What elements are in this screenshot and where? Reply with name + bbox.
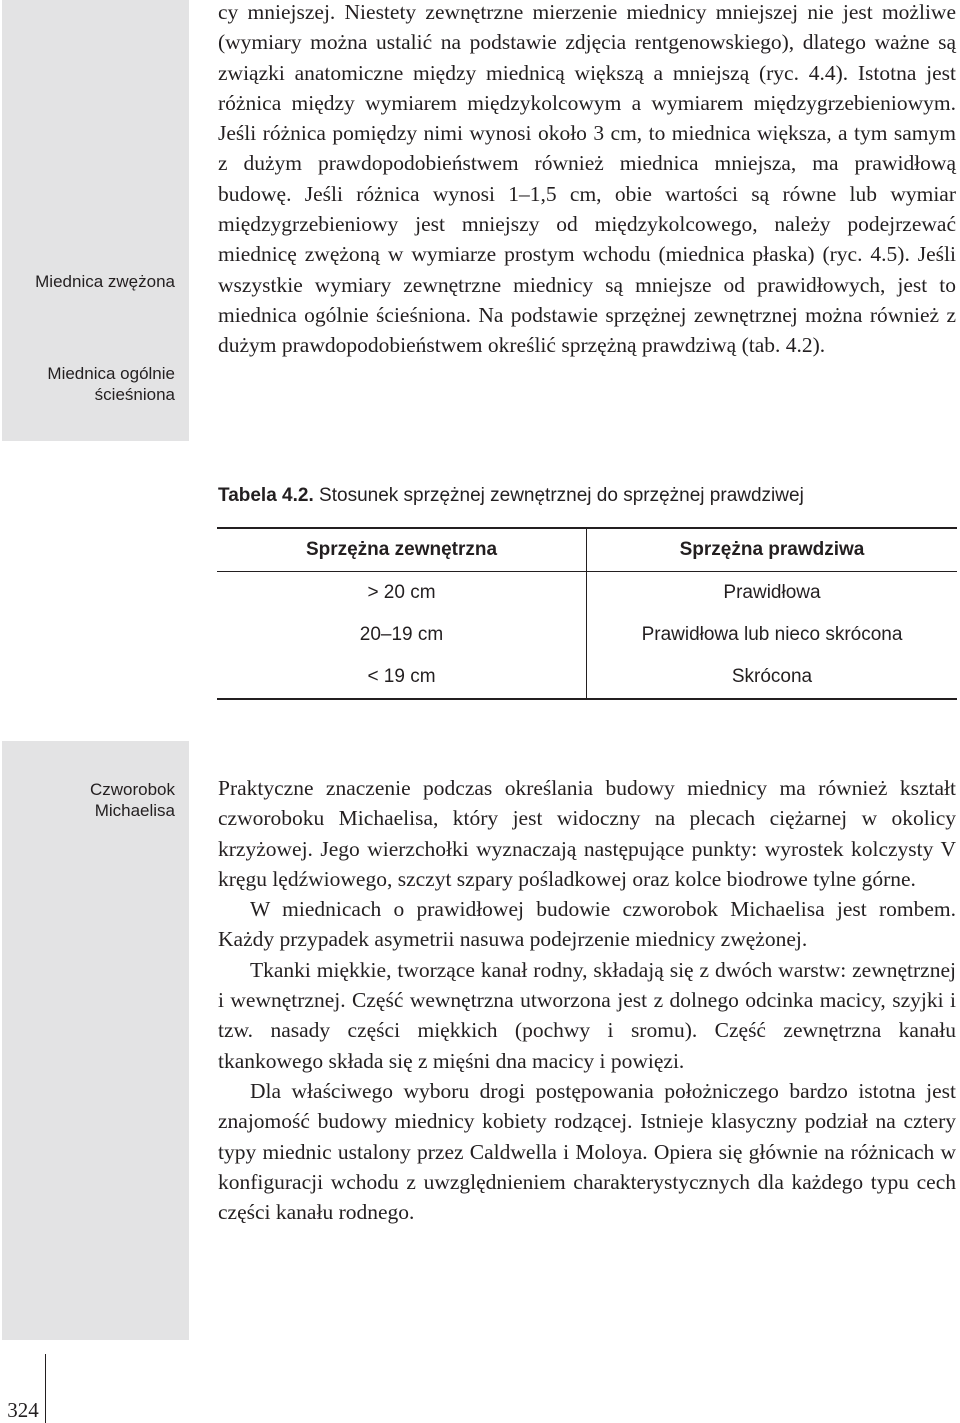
paragraph: Dla właściwego wyboru drogi postępowania położniczego bardzo istotna jest znajomość budowy miednicy kobiety rodzącej. Istnieje klasyczny podział na cztery typy miednic ustalony przez Caldwella i Moloya. Opiera się głównie na różnicach w konfiguracji wchodu z uwzględnieniem charakterystycznych dla każdego typu cech części kanału rodnego. <box>218 1078 956 1225</box>
margin-sidebar-top <box>2 0 189 441</box>
table-row <box>217 572 957 615</box>
conjugate-table <box>217 527 957 700</box>
table-cell: < 19 cm <box>217 656 587 699</box>
table-cell: Prawidłowa <box>723 582 821 603</box>
margin-note-miednica-sciesniona: Miednica ogólnie ścieśniona <box>47 364 175 404</box>
margin-note-miednica-zwezona: Miednica zwężona <box>35 272 175 291</box>
table-header-external-conjugate: Sprzężna zewnętrzna <box>217 528 587 572</box>
table-caption-text: Stosunek sprzężnej zewnętrznej do sprzężnej prawdziwej <box>319 485 804 506</box>
paragraph: Tkanki miękkie, tworzące kanał rodny, składają się z dwóch warstw: zewnętrznej i wewnętrznej. Część wewnętrzna utworzona jest z dolnego odcinka macicy, szyjki i tzw. nasady części miękkich (pochwy i sromu). Część zewnętrzna kanału tkankowego składa się z mięśni dna macicy i powięzi. <box>218 957 956 1073</box>
table-header-row <box>217 528 957 572</box>
table-caption-label: Tabela 4.2. <box>218 485 314 506</box>
paragraph: W miednicach o prawidłowej budowie czworobok Michaelisa jest rombem. Każdy przypadek asymetrii nasuwa podejrzenie miednicy zwężonej. <box>218 897 956 952</box>
table-caption <box>218 485 958 507</box>
margin-note-czworobok-michaelisa: Czworobok Michaelisa <box>89 780 175 820</box>
paragraph: cy mniejszej. Niestety zewnętrzne mierzenie miednicy mniejszej nie jest możliwe (wymiary można ustalić na podstawie zdjęcia rentgenowskiego), dlatego ważne są związki anatomiczne między miednicą większą a mniejszą (ryc. 4.4). Istotna jest różnica między wymiarem międzykolcowym a wymiarem międzygrzebieniowym. Jeśli różnica pomiędzy nimi wynosi około 3 cm, to miednica większa, a tym samym z dużym prawdopodobieństwem również miednica mniejsza, ma prawidłową budowę. Jeśli różnica wynosi 1–1,5 cm, obie wartości są równe lub wymiar międzygrzebieniowy jest mniejszy od międzykolcowego, należy podejrzewać miednicę zwężoną w wymiarze prostym wchodu (miednica płaska) (ryc. 4.5). Jeśli wszystkie wymiary zewnętrzne miednicy są mniejsze od prawidłowych, jest to miednica ogólnie ścieśniona. Na podstawie sprzężnej zewnętrznej można również z dużym prawdopodobieństwem określić sprzężną prawdziwą (tab. 4.2). <box>218 0 956 358</box>
table-header-true-conjugate: Sprzężna prawdziwa <box>587 528 958 572</box>
table-cell: Skrócona <box>587 656 958 699</box>
table-row <box>217 656 957 699</box>
page-number: 324 <box>7 1398 39 1422</box>
table-cell: Prawidłowa lub nieco skrócona <box>641 624 903 645</box>
margin-sidebar-bottom <box>2 741 189 1340</box>
body-text-bottom <box>218 773 956 1227</box>
table-cell: 20–19 cm <box>217 614 587 656</box>
table-row <box>217 614 957 656</box>
body-text-top <box>218 0 956 361</box>
paragraph: Praktyczne znaczenie podczas określania budowy miednicy ma również kształt czworoboku Michaelisa, który jest widoczny na plecach ciężarnej w okolicy krzyżowej. Jego wierzchołki wyznaczają następujące punkty: wyrostek kolczysty V kręgu lędźwiowego, szczyt szpary pośladkowej oraz kolce biodrowe tylne górne. <box>218 776 956 891</box>
table-cell: > 20 cm <box>217 572 587 615</box>
